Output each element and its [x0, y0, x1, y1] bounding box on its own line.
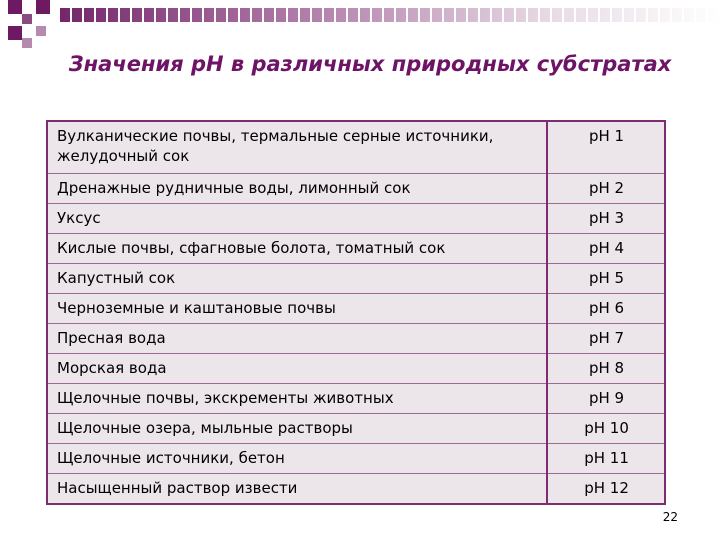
ph-table — [46, 120, 666, 505]
page-number: 22 — [662, 510, 678, 524]
ph-cell: рН 4 — [547, 234, 665, 264]
table-row — [47, 174, 665, 204]
substrate-cell: Уксус — [47, 204, 547, 234]
table-row — [47, 294, 665, 324]
decor-square — [8, 0, 22, 14]
decor-square — [22, 38, 32, 48]
table-row — [47, 474, 665, 505]
ph-cell: рН 12 — [547, 474, 665, 505]
substrate-cell: Насыщенный раствор извести — [47, 474, 547, 505]
ph-cell: рН 2 — [547, 174, 665, 204]
substrate-cell: Кислые почвы, сфагновые болота, томатный сок — [47, 234, 547, 264]
table-row — [47, 444, 665, 474]
substrate-cell: Морская вода — [47, 354, 547, 384]
substrate-cell: Дренажные рудничные воды, лимонный сок — [47, 174, 547, 204]
substrate-cell: Щелочные источники, бетон — [47, 444, 547, 474]
ph-cell: рН 9 — [547, 384, 665, 414]
substrate-cell: Щелочные почвы, экскременты животных — [47, 384, 547, 414]
table-row — [47, 264, 665, 294]
ph-cell: рН 11 — [547, 444, 665, 474]
decor-square — [8, 26, 22, 40]
substrate-cell: Пресная вода — [47, 324, 547, 354]
table-row — [47, 204, 665, 234]
table-row — [47, 324, 665, 354]
table-row — [47, 121, 665, 174]
decor-square — [36, 0, 50, 14]
ph-cell: рН 1 — [547, 121, 665, 174]
table-row — [47, 414, 665, 444]
ph-cell: рН 5 — [547, 264, 665, 294]
substrate-cell: Черноземные и каштановые почвы — [47, 294, 547, 324]
substrate-cell: Вулканические почвы, термальные серные источники, желудочный сок — [47, 121, 547, 174]
ph-cell: рН 10 — [547, 414, 665, 444]
table-row — [47, 234, 665, 264]
substrate-cell: Щелочные озера, мыльные растворы — [47, 414, 547, 444]
ph-cell: рН 6 — [547, 294, 665, 324]
ph-cell: рН 8 — [547, 354, 665, 384]
slide-title: Значения рН в различных природных субстратах — [68, 52, 672, 76]
table-row — [47, 354, 665, 384]
decor-square — [22, 14, 32, 24]
decor-square — [36, 26, 46, 36]
ph-cell: рН 7 — [547, 324, 665, 354]
substrate-cell: Капустный сок — [47, 264, 547, 294]
header-bar-stripes — [60, 8, 720, 22]
ph-cell: рН 3 — [547, 204, 665, 234]
table-row — [47, 384, 665, 414]
